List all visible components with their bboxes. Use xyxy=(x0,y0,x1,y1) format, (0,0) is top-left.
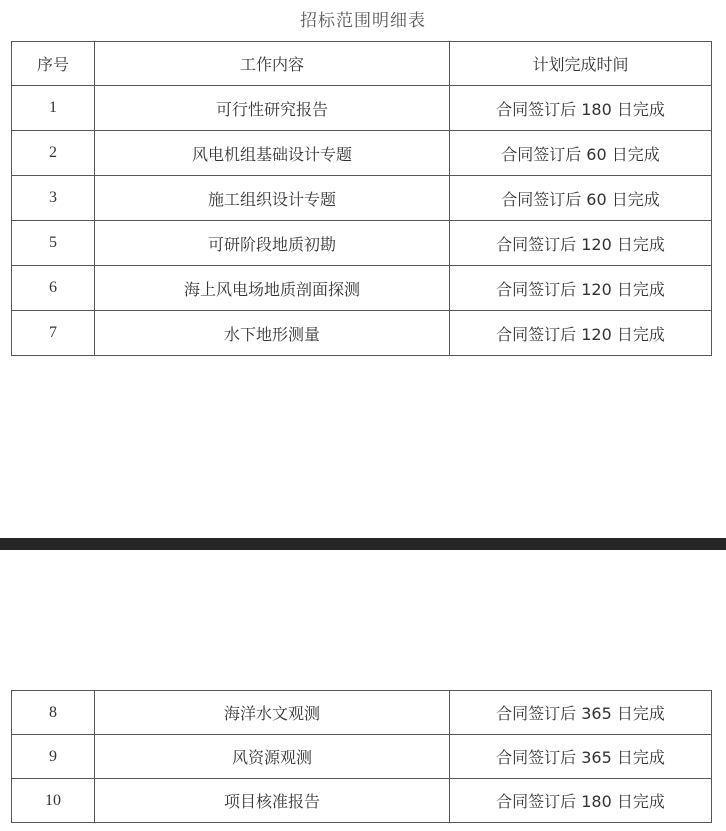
row-plan: 合同签订后 120 日完成 xyxy=(450,266,712,311)
row-plan: 合同签订后 60 日完成 xyxy=(450,131,712,176)
bid-scope-table xyxy=(11,41,712,356)
header-plan: 计划完成时间 xyxy=(450,42,712,86)
row-no: 8 xyxy=(12,691,95,735)
row-plan: 合同签订后 120 日完成 xyxy=(450,221,712,266)
row-plan: 合同签订后 365 日完成 xyxy=(450,691,712,735)
row-work: 施工组织设计专题 xyxy=(95,176,450,221)
row-no: 2 xyxy=(12,131,95,176)
table-row xyxy=(12,176,712,221)
row-plan: 合同签订后 180 日完成 xyxy=(450,779,712,823)
row-work: 可行性研究报告 xyxy=(95,86,450,131)
row-work: 风电机组基础设计专题 xyxy=(95,131,450,176)
row-no: 6 xyxy=(12,266,95,311)
table-row xyxy=(12,266,712,311)
row-no: 3 xyxy=(12,176,95,221)
table-title: 招标范围明细表 xyxy=(300,11,426,31)
row-work: 海上风电场地质剖面探测 xyxy=(95,266,450,311)
row-work: 水下地形测量 xyxy=(95,311,450,356)
table-header-row xyxy=(12,42,712,86)
table-row xyxy=(12,779,712,823)
row-no: 10 xyxy=(12,779,95,823)
row-work: 可研阶段地质初勘 xyxy=(95,221,450,266)
bid-scope-table-continued xyxy=(11,690,712,823)
row-plan: 合同签订后 120 日完成 xyxy=(450,311,712,356)
table-row xyxy=(12,86,712,131)
row-no: 7 xyxy=(12,311,95,356)
row-work: 风资源观测 xyxy=(95,735,450,779)
table-row xyxy=(12,131,712,176)
table-row xyxy=(12,735,712,779)
header-work: 工作内容 xyxy=(95,42,450,86)
header-no: 序号 xyxy=(12,42,95,86)
row-plan: 合同签订后 365 日完成 xyxy=(450,735,712,779)
row-no: 5 xyxy=(12,221,95,266)
table-row xyxy=(12,221,712,266)
row-no: 1 xyxy=(12,86,95,131)
row-work: 项目核准报告 xyxy=(95,779,450,823)
page-break-divider xyxy=(0,538,726,550)
row-plan: 合同签订后 180 日完成 xyxy=(450,86,712,131)
row-work: 海洋水文观测 xyxy=(95,691,450,735)
table-row xyxy=(12,311,712,356)
row-no: 9 xyxy=(12,735,95,779)
table-row xyxy=(12,691,712,735)
row-plan: 合同签订后 60 日完成 xyxy=(450,176,712,221)
